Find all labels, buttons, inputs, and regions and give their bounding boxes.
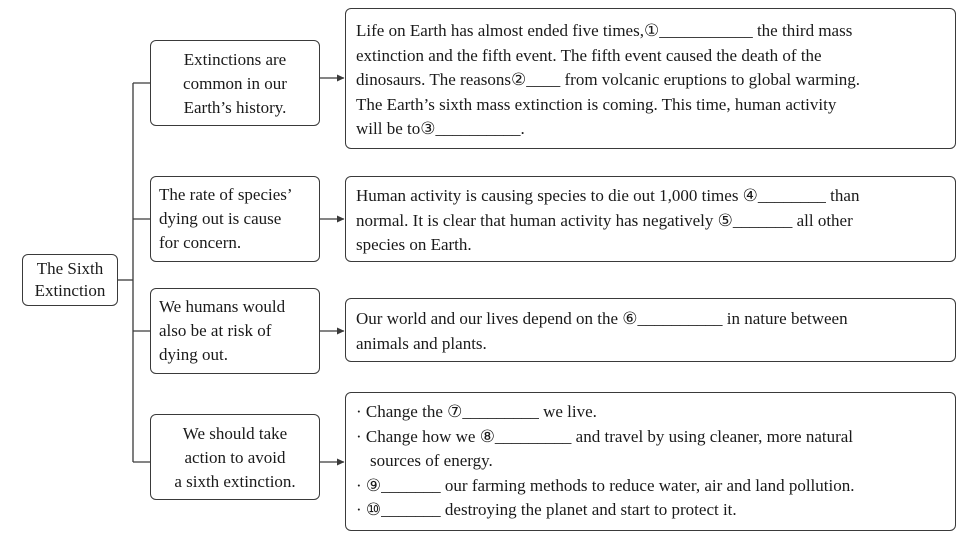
topic-1-line-2: common in our: [183, 74, 287, 93]
detail-2-line-3: species on Earth.: [356, 235, 472, 254]
detail-4-line-2: · Change how we ⑧_________ and travel by using cleaner, more natural: [356, 426, 854, 446]
topic-4-line-2: action to avoid: [184, 448, 286, 467]
topic-3-line-1: We humans would: [159, 297, 286, 316]
detail-4-line-4: · ⑨_______ our farming methods to reduce water, air and land pollution.: [356, 475, 855, 495]
detail-1-line-4: The Earth’s sixth mass extinction is coming. This time, human activity: [356, 94, 837, 114]
root-node: [22, 254, 118, 306]
detail-box-3: [345, 298, 956, 362]
topic-node-1: [150, 40, 320, 126]
detail-4-line-3: sources of energy.: [370, 451, 493, 470]
detail-3-line-2: animals and plants.: [356, 333, 487, 353]
detail-1-line-2: extinction and the fifth event. The fifth event caused the death of the: [356, 45, 822, 65]
topic-4-line-3: a sixth extinction.: [174, 472, 296, 491]
topic-1-line-1: Extinctions are: [183, 50, 287, 69]
detail-1-line-1: Life on Earth has almost ended five times,①___________ the third mass: [356, 21, 853, 40]
detail-1-line-5: will be to③__________.: [356, 119, 525, 138]
topic-node-2: [150, 176, 320, 262]
detail-box-2: [345, 176, 956, 262]
detail-box-4: [345, 392, 956, 531]
topic-3-line-3: dying out.: [159, 345, 228, 364]
topic-2-line-1: The rate of species’: [159, 185, 293, 204]
topic-3-line-2: also be at risk of: [159, 321, 272, 340]
topic-2-line-2: dying out is cause: [159, 209, 282, 228]
detail-3-line-1: Our world and our lives depend on the ⑥__________ in nature between: [356, 309, 848, 328]
detail-4-line-1: · Change the ⑦_________ we live.: [356, 402, 597, 421]
root-line-2: Extinction: [34, 281, 106, 300]
topic-1-line-3: Earth’s history.: [183, 98, 287, 117]
detail-4-line-5: · ⑩_______ destroying the planet and start to protect it.: [356, 500, 737, 519]
topic-node-3: [150, 288, 320, 374]
root-line-1: The Sixth: [36, 259, 104, 278]
detail-1-line-3: dinosaurs. The reasons②____ from volcanic eruptions to global warming.: [356, 70, 861, 89]
detail-2-line-1: Human activity is causing species to die out 1,000 times ④________ than: [356, 186, 860, 205]
detail-2-line-2: normal. It is clear that human activity has negatively ⑤_______ all other: [356, 210, 853, 230]
topic-node-4: [150, 414, 320, 500]
topic-2-line-3: for concern.: [159, 233, 242, 252]
detail-box-1: [345, 8, 956, 149]
topic-4-line-1: We should take: [182, 424, 288, 443]
